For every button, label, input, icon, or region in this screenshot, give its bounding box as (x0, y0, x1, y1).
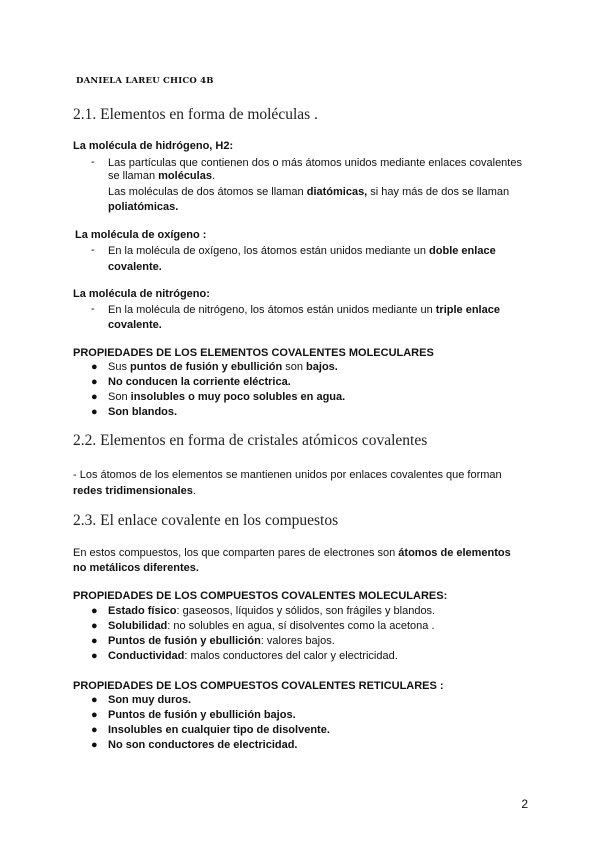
elements-property-2: No conducen la corriente eléctrica. (108, 376, 291, 388)
section-heading-2-2: 2.2. Elementos en forma de cristales atómicos covalentes (73, 432, 428, 449)
bullet-marker: ● (91, 605, 98, 617)
reticular-property-1: Son muy duros. (108, 694, 192, 706)
molecular-compounds-title: PROPIEDADES DE LOS COMPUESTOS COVALENTES MOLECULARES: (73, 590, 448, 602)
bullet-marker: ● (91, 406, 98, 418)
dash-marker: - (91, 303, 95, 315)
bullet-marker: ● (91, 635, 98, 647)
bullet-marker: ● (91, 361, 98, 373)
elements-property-1: Sus puntos de fusión y ebullición son bajos. (108, 361, 338, 373)
reticular-property-3: Insolubles en cualquier tipo de disolvente. (108, 724, 330, 736)
nitrogen-line-1: En la molécula de nitrógeno, los átomos están unidos mediante un triple enlace (108, 304, 500, 316)
elements-properties-title: PROPIEDADES DE LOS ELEMENTOS COVALENTES MOLECULARES (73, 347, 434, 359)
bullet-marker: ● (91, 709, 98, 721)
nitrogen-subtitle: La molécula de nitrógeno: (73, 288, 210, 300)
bullet-marker: ● (91, 724, 98, 736)
crystals-line-1: - Los átomos de los elementos se mantienen unidos por enlaces covalentes que forman (73, 469, 502, 481)
bullet-marker: ● (91, 739, 98, 751)
reticular-property-4: No son conductores de electricidad. (108, 739, 298, 751)
oxygen-subtitle: La molécula de oxígeno : (75, 229, 207, 241)
section-heading-2-3: 2.3. El enlace covalente en los compuestos (73, 512, 339, 529)
hydrogen-line-2: se llaman moléculas. (108, 170, 216, 182)
page-number: 2 (521, 797, 528, 811)
nitrogen-line-2: covalente. (108, 319, 162, 331)
bullet-marker: ● (91, 650, 98, 662)
crystals-line-2: redes tridimensionales. (73, 485, 196, 497)
molecular-property-3: Puntos de fusión y ebullición: valores bajos. (108, 635, 335, 647)
molecular-property-2: Solubilidad: no solubles en agua, sí disolventes como la acetona . (108, 620, 435, 632)
reticular-compounds-title: PROPIEDADES DE LOS COMPUESTOS COVALENTES RETICULARES : (73, 680, 444, 692)
dash-marker: - (91, 156, 95, 168)
elements-property-4: Son blandos. (108, 406, 178, 418)
molecular-property-4: Conductividad: malos conductores del calor y electricidad. (108, 650, 398, 662)
hydrogen-line-3: Las moléculas de dos átomos se llaman diatómicas, si hay más de dos se llaman (108, 186, 510, 198)
bullet-marker: ● (91, 391, 98, 403)
bullet-marker: ● (91, 694, 98, 706)
oxygen-line-1: En la molécula de oxígeno, los átomos están unidos mediante un doble enlace (108, 245, 496, 257)
hydrogen-line-1: Las partículas que contienen dos o más átomos unidos mediante enlaces covalentes (108, 157, 522, 169)
molecular-property-1: Estado físico: gaseosos, líquidos y sólidos, son frágiles y blandos. (108, 605, 436, 617)
hydrogen-subtitle: La molécula de hidrógeno, H2: (73, 140, 234, 152)
author-name: DANIELA LAREU CHICO 4B (76, 76, 214, 86)
reticular-property-2: Puntos de fusión y ebullición bajos. (108, 709, 296, 721)
oxygen-line-2: covalente. (108, 261, 162, 273)
bullet-marker: ● (91, 620, 98, 632)
dash-marker: - (91, 244, 95, 256)
compounds-intro-line-2: no metálicos diferentes. (73, 562, 199, 574)
hydrogen-line-4: poliatómicas. (108, 201, 179, 213)
elements-property-3: Son insolubles o muy poco solubles en agua. (108, 391, 346, 403)
section-heading-2-1: 2.1. Elementos en forma de moléculas . (73, 106, 318, 123)
bullet-marker: ● (91, 376, 98, 388)
compounds-intro-line-1: En estos compuestos, los que comparten pares de electrones son átomos de elementos (73, 547, 511, 559)
